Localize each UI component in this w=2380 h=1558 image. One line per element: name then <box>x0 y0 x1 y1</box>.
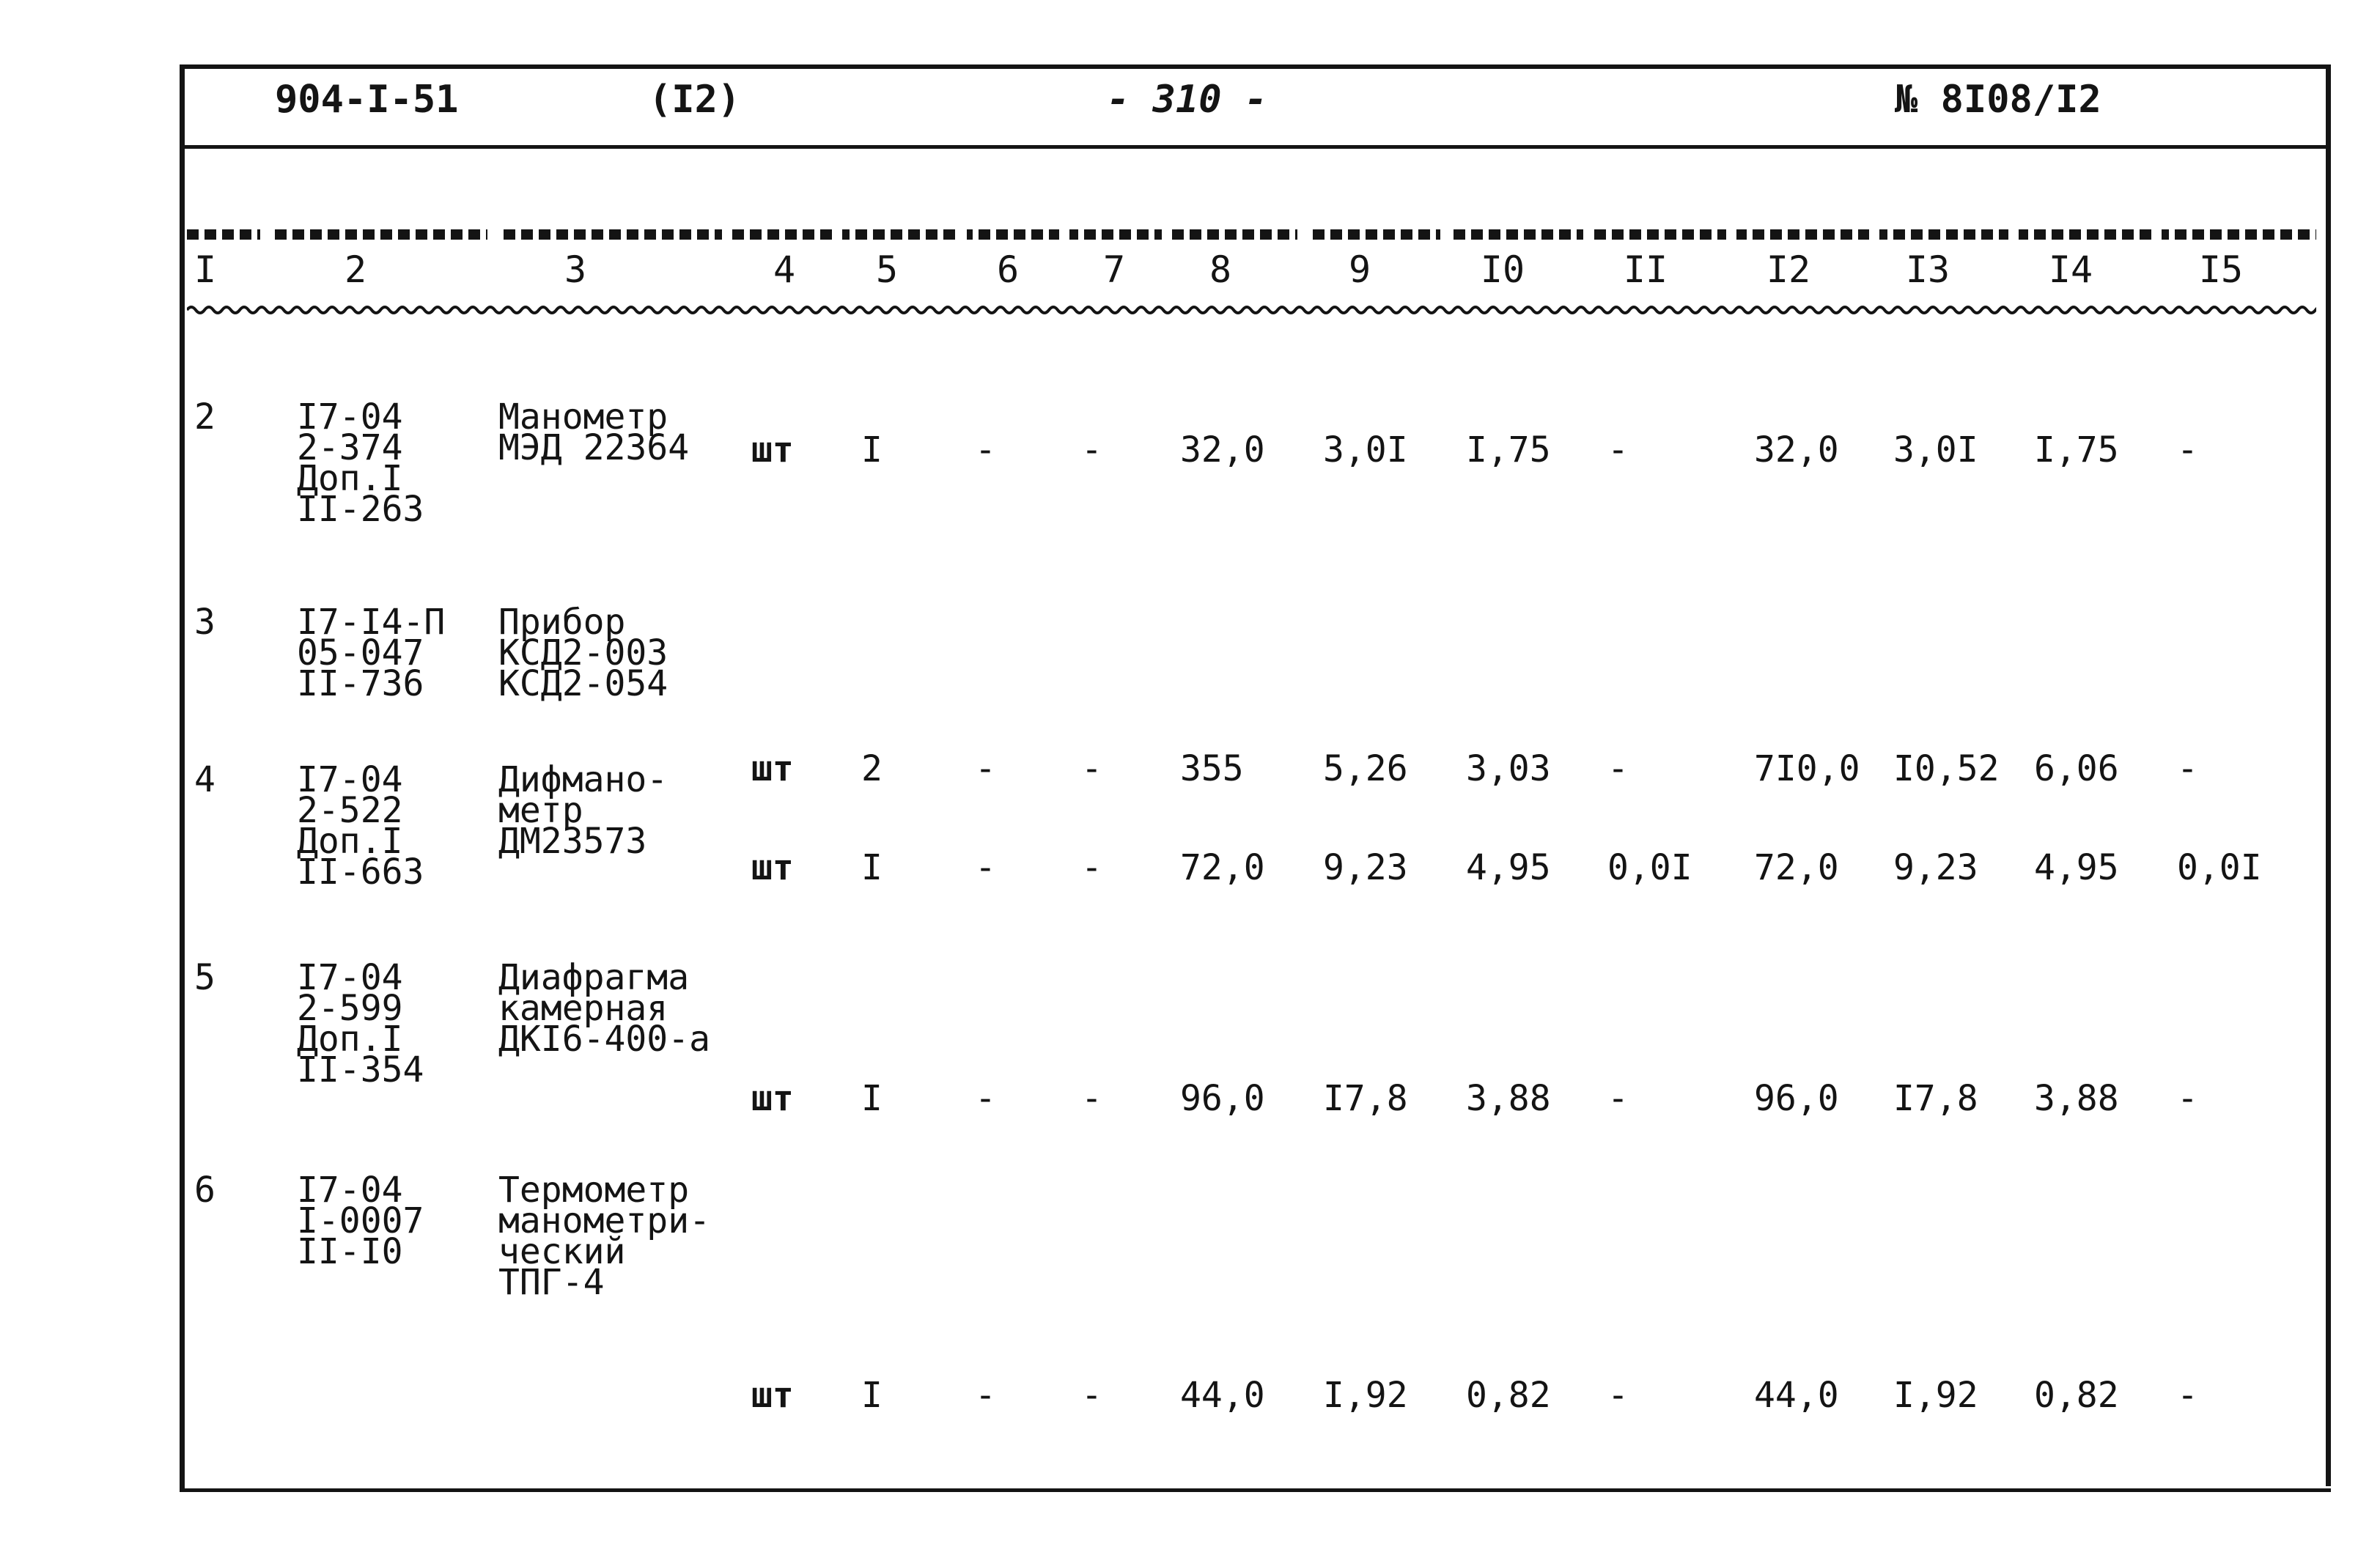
row-6-col-14: 0,82 <box>2034 1375 2119 1416</box>
row-5-col-10: 3,88 <box>1466 1078 1551 1119</box>
column-number-1: I <box>194 248 217 291</box>
row-6-col-13: I,92 <box>1893 1375 1978 1416</box>
row-5-col-14: 3,88 <box>2034 1078 2119 1119</box>
project-code: 904-I-51 <box>275 78 459 122</box>
row-5-col-12: 96,0 <box>1754 1078 1839 1119</box>
row-3-col-6: - <box>975 748 996 789</box>
row-4-col-4: шт <box>751 847 794 888</box>
column-number-2: 2 <box>344 248 367 291</box>
row-4-col-6: - <box>975 847 996 888</box>
row-6-col-10: 0,82 <box>1466 1375 1551 1416</box>
row-3-col-3: Прибор КСД2-003 КСД2-054 <box>498 602 668 704</box>
row-4-col-9: 9,23 <box>1323 847 1408 888</box>
row-2-col-14: I,75 <box>2034 429 2119 470</box>
column-number-7: 7 <box>1102 248 1126 291</box>
page-number: - 310 - <box>1107 78 1268 122</box>
row-4-col-14: 4,95 <box>2034 847 2119 888</box>
column-number-3: 3 <box>564 248 587 291</box>
row-4-col-2: I7-04 2-522 Доп.I II-663 <box>297 759 424 893</box>
row-2-col-7: - <box>1081 429 1102 470</box>
row-6-col-11: - <box>1607 1375 1629 1416</box>
row-2-col-5: I <box>861 429 883 470</box>
row-2-col-12: 32,0 <box>1754 429 1839 470</box>
row-3-col-5: 2 <box>861 748 883 789</box>
row-5-col-8: 96,0 <box>1180 1078 1265 1119</box>
row-2-col-4: шт <box>751 429 794 470</box>
row-3-col-15: - <box>2177 748 2198 789</box>
row-4-col-3: Дифмано- метр ДМ23573 <box>498 759 668 862</box>
row-5-col-11: - <box>1607 1078 1629 1119</box>
row-2-col-1: 2 <box>194 396 215 438</box>
row-3-col-8: 355 <box>1180 748 1244 789</box>
column-number-9: 9 <box>1348 248 1371 291</box>
row-3-col-13: I0,52 <box>1893 748 2000 789</box>
column-number-11: II <box>1623 248 1668 291</box>
column-number-12: I2 <box>1766 248 1811 291</box>
row-3-col-10: 3,03 <box>1466 748 1551 789</box>
row-3-col-1: 3 <box>194 602 215 643</box>
row-2-col-9: 3,0I <box>1323 429 1408 470</box>
row-6-col-2: I7-04 I-0007 II-I0 <box>297 1170 424 1272</box>
column-number-14: I4 <box>2048 248 2093 291</box>
row-2-col-10: I,75 <box>1466 429 1551 470</box>
column-number-5: 5 <box>875 248 899 291</box>
row-3-col-9: 5,26 <box>1323 748 1408 789</box>
row-2-col-2: I7-04 2-374 Доп.I II-263 <box>297 396 424 530</box>
row-4-col-7: - <box>1081 847 1102 888</box>
document-sheet <box>180 64 2331 1492</box>
table-body <box>180 64 2331 1492</box>
row-6-col-1: 6 <box>194 1170 215 1211</box>
row-5-col-7: - <box>1081 1078 1102 1119</box>
row-3-col-12: 7I0,0 <box>1754 748 1860 789</box>
row-5-col-9: I7,8 <box>1323 1078 1408 1119</box>
row-4-col-10: 4,95 <box>1466 847 1551 888</box>
column-number-8: 8 <box>1209 248 1232 291</box>
row-6-col-6: - <box>975 1375 996 1416</box>
row-2-col-11: - <box>1607 429 1629 470</box>
document-number: № 8I08/I2 <box>1895 78 2101 122</box>
row-4-col-11: 0,0I <box>1607 847 1692 888</box>
row-5-col-2: I7-04 2-599 Доп.I II-354 <box>297 957 424 1090</box>
row-2-col-3: Манометр МЭД 22364 <box>498 396 690 468</box>
row-2-col-6: - <box>975 429 996 470</box>
row-6-col-5: I <box>861 1375 883 1416</box>
row-5-col-5: I <box>861 1078 883 1119</box>
row-5-col-1: 5 <box>194 957 215 998</box>
row-6-col-9: I,92 <box>1323 1375 1408 1416</box>
row-4-col-12: 72,0 <box>1754 847 1839 888</box>
row-4-col-1: 4 <box>194 759 215 800</box>
row-6-col-7: - <box>1081 1375 1102 1416</box>
row-4-col-5: I <box>861 847 883 888</box>
row-3-col-11: - <box>1607 748 1629 789</box>
row-5-col-15: - <box>2177 1078 2198 1119</box>
row-3-col-2: I7-I4-П 05-047 II-736 <box>297 602 446 704</box>
row-6-col-12: 44,0 <box>1754 1375 1839 1416</box>
row-5-col-3: Диафрагма камерная ДКI6-400-а <box>498 957 710 1060</box>
row-6-col-15: - <box>2177 1375 2198 1416</box>
row-4-col-13: 9,23 <box>1893 847 1978 888</box>
row-2-col-13: 3,0I <box>1893 429 1978 470</box>
row-3-col-4: шт <box>751 748 794 789</box>
part-number: (I2) <box>649 78 741 122</box>
row-5-col-4: шт <box>751 1078 794 1119</box>
column-number-15: I5 <box>2198 248 2244 291</box>
row-5-col-13: I7,8 <box>1893 1078 1978 1119</box>
row-2-col-8: 32,0 <box>1180 429 1265 470</box>
column-number-4: 4 <box>773 248 796 291</box>
row-3-col-7: - <box>1081 748 1102 789</box>
row-5-col-6: - <box>975 1078 996 1119</box>
row-3-col-14: 6,06 <box>2034 748 2119 789</box>
row-6-col-4: шт <box>751 1375 794 1416</box>
column-number-6: 6 <box>996 248 1020 291</box>
row-4-col-15: 0,0I <box>2177 847 2262 888</box>
row-6-col-3: Термометр манометри- ческий ТПГ-4 <box>498 1170 710 1303</box>
row-6-col-8: 44,0 <box>1180 1375 1265 1416</box>
row-4-col-8: 72,0 <box>1180 847 1265 888</box>
column-number-13: I3 <box>1905 248 1950 291</box>
row-2-col-15: - <box>2177 429 2198 470</box>
column-number-10: I0 <box>1480 248 1525 291</box>
